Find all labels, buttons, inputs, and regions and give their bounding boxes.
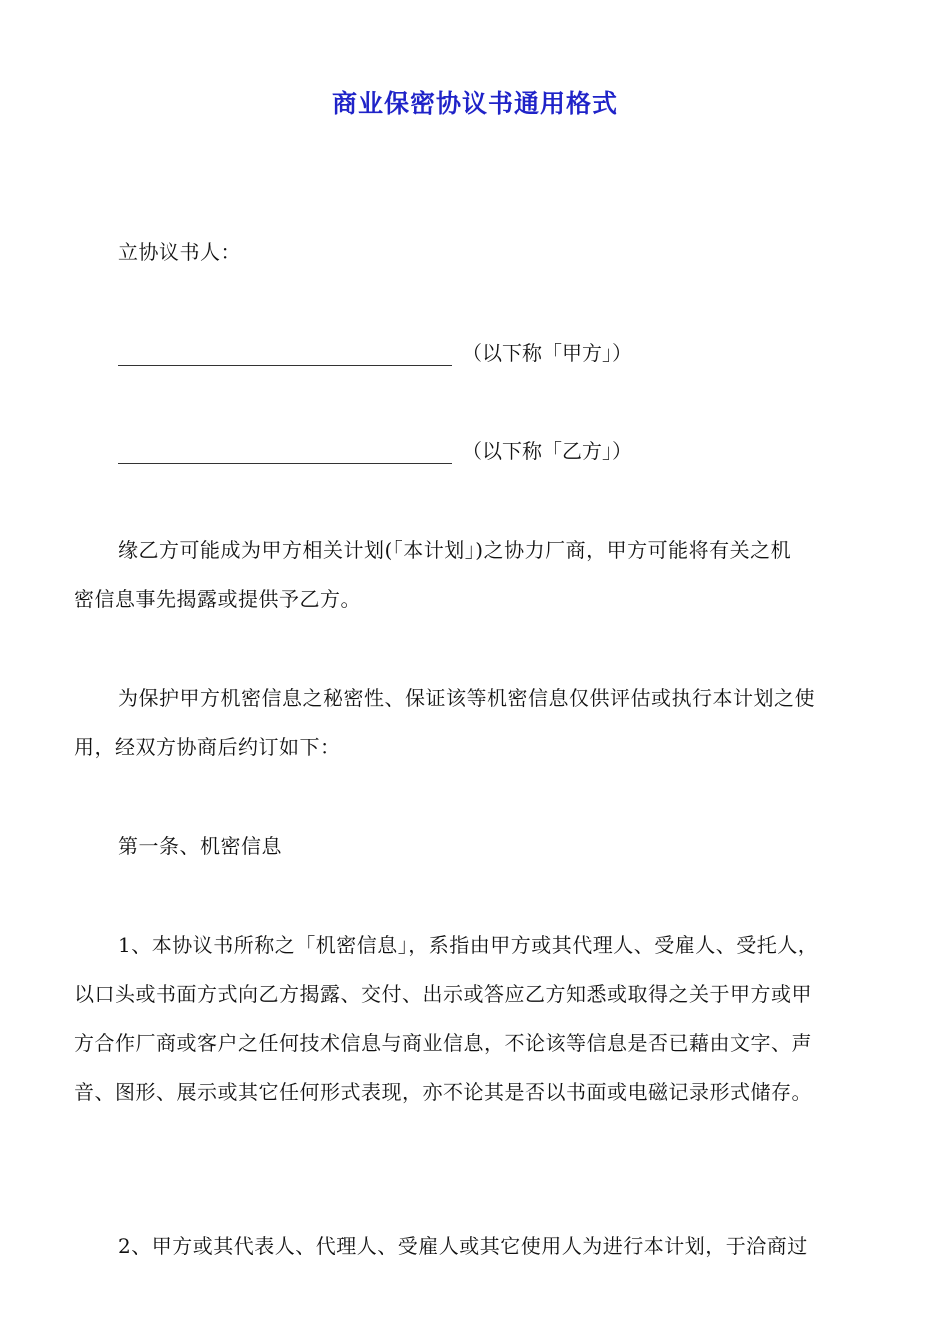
preamble-1-line-2: 密信息事先揭露或提供予乙方。 <box>74 587 361 611</box>
party-a-blank-field[interactable] <box>118 343 452 366</box>
preamble-2-line-2: 用，经双方协商后约订如下： <box>74 735 341 759</box>
party-a-row <box>118 326 632 366</box>
preamble-1-line-1: 缘乙方可能成为甲方相关计划(「本计划」)之协力厂商，甲方可能将有关之机 <box>118 538 792 562</box>
party-a-label: （以下称「甲方」） <box>462 341 632 365</box>
party-b-row <box>118 424 632 464</box>
clause-1-line-3: 方合作厂商或客户之任何技术信息与商业信息，不论该等信息是否已藉由文字、声 <box>74 1031 812 1055</box>
party-b-label: （以下称「乙方」） <box>462 439 632 463</box>
signatories-label: 立协议书人： <box>118 240 241 264</box>
clause-1-line-4: 音、图形、展示或其它任何形式表现，亦不论其是否以书面或电磁记录形式储存。 <box>74 1080 812 1104</box>
document-title: 商业保密协议书通用格式 <box>331 89 618 118</box>
clause-1-line-2: 以口头或书面方式向乙方揭露、交付、出示或答应乙方知悉或取得之关于甲方或甲 <box>74 982 812 1006</box>
clause-1-line-1: 1、本协议书所称之「机密信息」，系指由甲方或其代理人、受雇人、受托人， <box>118 933 819 957</box>
preamble-2-line-1: 为保护甲方机密信息之秘密性、保证该等机密信息仅供评估或执行本计划之使 <box>118 686 815 710</box>
clause-2-line-1: 2、甲方或其代表人、代理人、受雇人或其它使用人为进行本计划，于洽商过 <box>118 1234 808 1258</box>
party-b-blank-field[interactable] <box>118 441 452 464</box>
article-1-heading: 第一条、机密信息 <box>118 834 282 858</box>
